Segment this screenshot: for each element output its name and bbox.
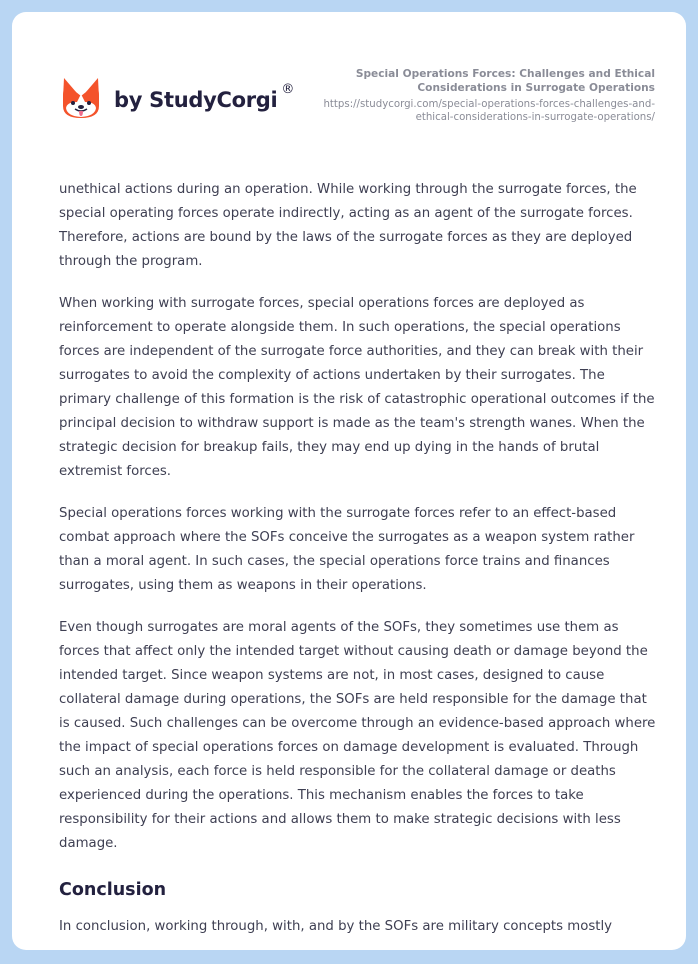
article-paragraph: Even though surrogates are moral agents of the SOFs, they sometimes use them as forces that affect only the intended target without causing death or damage beyond the intended target. Since weapon systems are not, in most cases, designed to cause collateral damage during operations, the SOFs are held responsible for the damage that is caused. Such challenges can be overcome through an evidence-based approach where the impact of special operations forces on damage development is evaluated. Through such an analysis, each force is held responsible for the collateral damage or deaths experienced during the operations. This mechanism enables the forces to take responsibility for their actions and allows them to make strategic decisions with less damage. (59, 620, 656, 851)
article-paragraph: unethical actions during an operation. While working through the surrogate forces, the special operating forces operate indirectly, acting as an agent of the surrogate forces. Therefore, actions are bound by the laws of the surrogate forces as they are deployed through the program. (59, 182, 637, 269)
conclusion-paragraph: In conclusion, working through, with, and by the SOFs are military concepts mostly (59, 919, 613, 934)
registered-mark: ® (281, 81, 295, 97)
article-paragraph: When working with surrogate forces, special operations forces are deployed as reinforcement to operate alongside them. In such operations, the special operations forces are independent of the surrogate force authorities, and they can break with their surrogates to avoid the complexity of actions undertaken by their surrogates. The primary challenge of this formation is the risk of catastrophic operational outcomes if the principal decision to withdraw support is made as the team's strength wanes. When the strategic decision for breakup fails, they may end up dying in the hands of brutal extremist forces. (59, 296, 655, 479)
corgi-logo-icon (61, 76, 101, 120)
studycorgi-logo[interactable] (61, 76, 294, 120)
article-body (59, 178, 659, 950)
conclusion-heading: Conclusion (59, 880, 167, 900)
logo-wordmark: by StudyCorgi (114, 88, 278, 112)
document-meta (305, 67, 655, 124)
document-page (12, 12, 686, 950)
document-url[interactable]: https://studycorgi.com/special-operations-forces-challenges-and-ethical-considerations-in-surrogate-operations/ (323, 99, 655, 123)
page-header (12, 12, 686, 152)
article-paragraph: Special operations forces working with the surrogate forces refer to an effect-based combat approach where the SOFs conceive the surrogates as a weapon system rather than a moral agent. In such cases, the special operations force trains and finances surrogates, using them as weapons in their operations. (59, 506, 635, 593)
document-title: Special Operations Forces: Challenges and Ethical Considerations in Surrogate Operations (355, 68, 655, 94)
